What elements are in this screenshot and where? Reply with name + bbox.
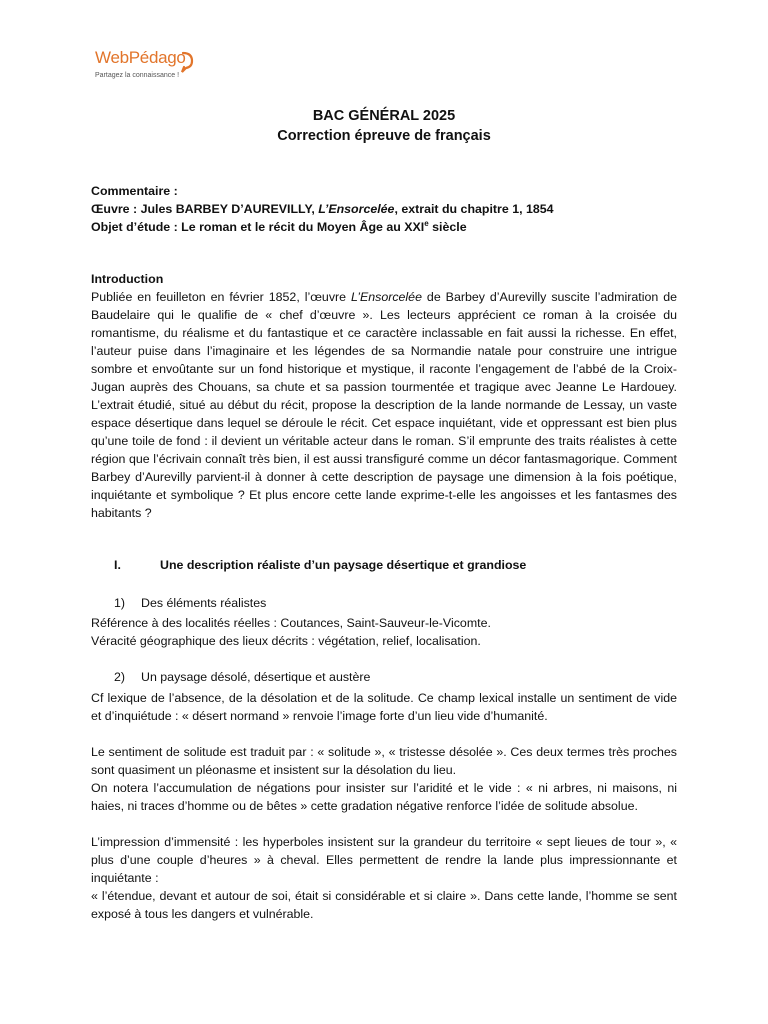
subsection-2-paragraph: On notera l’accumulation de négations pour insister sur l’aridité et le vide : « ni arbres, ni maisons, ni haies, ni traces d’homme ou de bêtes » cette gradation négative renforce l’idée de solitude absolue. [91, 781, 677, 813]
subsection-1-title: Des éléments réalistes [141, 596, 267, 610]
logo-word-web: Web [95, 48, 129, 67]
intro-work-title: L’Ensorcelée [351, 290, 422, 304]
subsection-2-title: Un paysage désolé, désertique et austère [141, 670, 371, 684]
logo-tagline: Partagez la connaissance ! [95, 72, 180, 79]
objet-prefix: Objet d’étude : Le roman et le récit du Moyen Âge au XXI [91, 220, 425, 235]
logo-wordmark [95, 48, 186, 68]
subsection-1-line: Référence à des localités réelles : Coutances, Saint-Sauveur-le-Vicomte. [91, 616, 491, 630]
subsection-2-paragraph: Le sentiment de solitude est traduit par : « solitude », « tristesse désolée ». Ces deux termes très proches sont quasiment un pléonasme et insistent sur la désolation du lieu. [91, 745, 677, 777]
oeuvre-title: L’Ensorcelée [318, 202, 395, 216]
page-subtitle: Correction épreuve de français [277, 128, 491, 144]
page-title: BAC GÉNÉRAL 2025 [312, 108, 456, 124]
logo-word-pedago: Pédago [128, 48, 186, 67]
part-numeral: I. [114, 558, 121, 572]
oeuvre-prefix: Œuvre : Jules BARBEY D’AUREVILLY, [91, 202, 319, 216]
intro-rest: de Barbey d’Aurevilly suscite l’admiration de Baudelaire qui le qualifie de « chef d’œuvre ». Les lecteurs apprécient ce roman à la croisée du romantisme, du réalisme et du fantastique et ce caractère inclassable en fait aussi la richesse. En effet, l’auteur puise dans l’imaginaire et les légendes de sa Normandie natale pour construire une intrigue sombre et envoûtante sur un fond historique et mystique, il raconte l’engagement de l’abbé de la Croix-Jugan auprès des Chouans, sa chute et sa passion tourmentée et tragique avec Jeanne Le Hardouey. L’extrait étudié, situé au début du récit, propose la description de la lande normande de Lessay, un vaste espace désertique dans lequel se déroule le récit. Cet espace inquiétant, vide et oppressant est bien plus qu’une toile de fond : il devient un véritable acteur dans le roman. S’il emprunte des traits réalistes à cette région que l’écrivain connaît très bien, il est aussi transfiguré comme un décor fantasmagorique. Comment Barbey d’Aurevilly parvient-il à donner à cette description de paysage une dimension à la fois poétique, inquiétante et symbolique ? Et plus encore cette lande exprime-t-elle les angoisses et les fantasmes des habitants ? [91, 290, 677, 520]
objet-suffix: siècle [428, 220, 467, 235]
subsection-1-number: 1) [114, 596, 126, 610]
part-title: Une description réaliste d’un paysage désertique et grandiose [160, 558, 527, 572]
objet-etude-line [91, 219, 467, 234]
objet-sup: e [424, 219, 429, 228]
subsection-2-number: 2) [114, 670, 126, 684]
subsection-2-paragraph: « l’étendue, devant et autour de soi, était si considérable et si claire ». Dans cette lande, l’homme se sent exposé à tous les dangers et vulnérable. [91, 889, 677, 921]
oeuvre-line [91, 202, 554, 216]
intro-start: Publiée en feuilleton en février 1852, l’œuvre [91, 290, 352, 304]
subsection-2-paragraph: Cf lexique de l’absence, de la désolation et de la solitude. Ce champ lexical installe un sentiment de vide et d’inquiétude : « désert normand » renvoie l’image forte d’un lieu vide d’humanité. [91, 691, 677, 723]
introduction-heading: Introduction [91, 272, 164, 286]
commentaire-label: Commentaire : [91, 184, 178, 198]
introduction-paragraph [91, 288, 677, 522]
speech-bubble-icon [180, 51, 194, 73]
webpedago-logo[interactable] [92, 48, 202, 88]
subsection-1-line: Véracité géographique des lieux décrits : végétation, relief, localisation. [91, 634, 481, 648]
oeuvre-suffix: , extrait du chapitre 1, 1854 [394, 202, 554, 216]
subsection-2-paragraph: L’impression d’immensité : les hyperboles insistent sur la grandeur du territoire « sept lieues de tour », « plus d’une couple d’heures » à cheval. Elles permettent de rendre la lande plus impressionnante et inquiétante : [91, 835, 677, 885]
